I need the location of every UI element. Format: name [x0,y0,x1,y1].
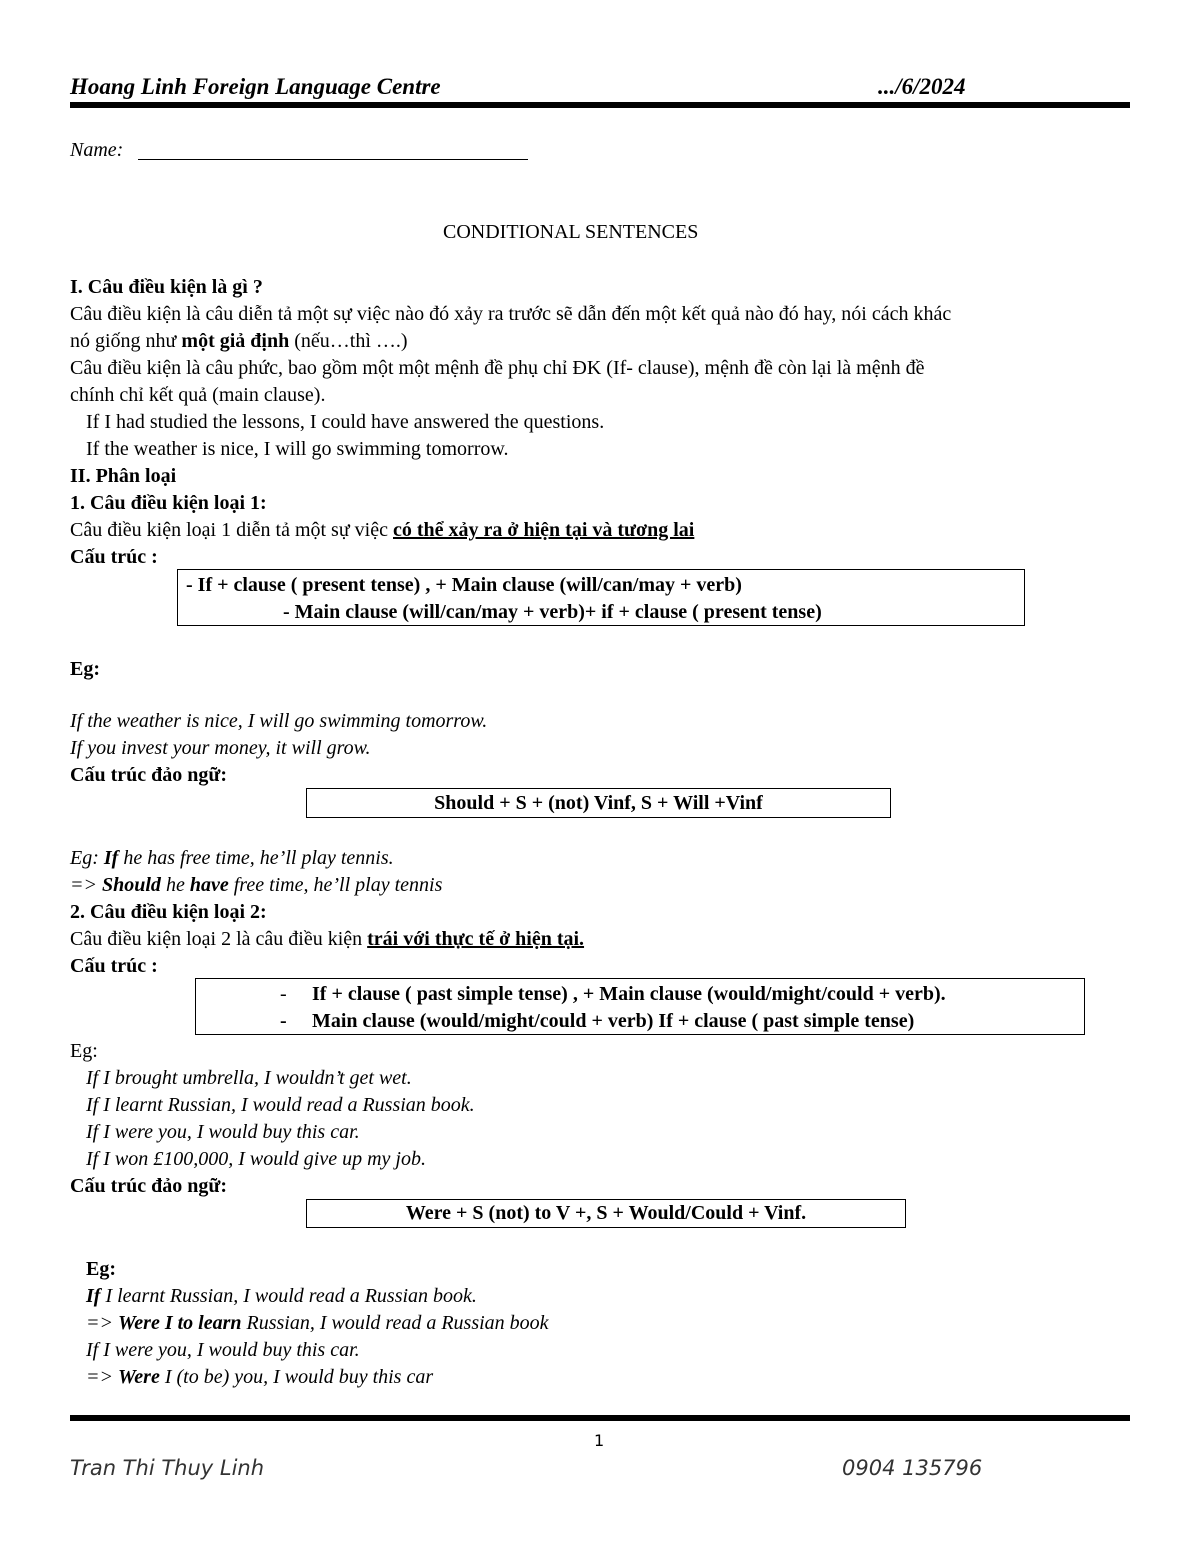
type2-description: Câu điều kiện loại 2 là câu điều kiện trái với thực tế ở hiện tại. [70,928,585,950]
type2-structure-line-1: If + clause ( past simple tense) , + Main clause (would/might/could + verb). [312,983,946,1005]
s1-paragraph-2b: chính chỉ kết quả (main clause). [70,384,326,406]
type2-dash-1: - [280,983,287,1005]
type2-structure-label: Cấu trúc : [70,955,158,977]
type2-heading: 2. Câu điều kiện loại 2: [70,901,267,923]
section-2-heading: II. Phân loại [70,465,177,487]
section-1-heading: I. Câu điều kiện là gì ? [70,276,263,298]
type1-eg-label: Eg: [70,658,100,680]
header-date: .../6/2024 [878,74,966,99]
type1-description: Câu điều kiện loại 1 diễn tả một sự việc có thể xảy ra ở hiện tại và tương lai [70,519,695,541]
type1-structure-line-2: - Main clause (will/can/may + verb)+ if + clause ( present tense) [283,601,822,623]
type1-inversion-label: Cấu trúc đảo ngữ: [70,764,228,786]
type1-example-1: If the weather is nice, I will go swimming tomorrow. [70,710,488,732]
s1-paragraph-2a: Câu điều kiện là câu phức, bao gồm một một mệnh đề phụ chỉ ĐK (If- clause), mệnh đề còn lại là mệnh đề [70,357,925,379]
type2-example-1: If I brought umbrella, I wouldn’t get wet. [86,1067,412,1089]
type2-structure-box [195,978,1085,1035]
type1-example-2: If you invest your money, it will grow. [70,737,371,759]
type1-inversion-box [306,788,891,818]
type2-inversion-formula: Were + S (not) to V +, S + Would/Could + Vinf. [405,1202,807,1224]
s1-paragraph-1a: Câu điều kiện là câu diễn tả một sự việc nào đó xảy ra trước sẽ dẫn đến một kết quả nào đó hay, nói cách khác [70,303,952,325]
type2-inversion-result-1: => Were I to learn Russian, I would read a Russian book [86,1312,549,1334]
type1-inversion-example: Eg: If he has free time, he’ll play tennis. [70,847,394,869]
type2-inversion-label: Cấu trúc đảo ngữ: [70,1175,228,1197]
type1-inversion-formula: Should + S + (not) Vinf, S + Will +Vinf [434,792,763,814]
type2-structure-line-2: Main clause (would/might/could + verb) If + clause ( past simple tense) [312,1010,915,1032]
page-title: CONDITIONAL SENTENCES [443,221,699,243]
type2-inversion-eg-label: Eg: [86,1258,116,1280]
type2-example-4: If I won £100,000, I would give up my job. [86,1148,426,1170]
s1-example-1: If I had studied the lessons, I could have answered the questions. [86,411,605,433]
type2-dash-2: - [280,1010,287,1032]
type1-inversion-result: => Should he have free time, he’ll play tennis [70,874,443,896]
s1-example-2: If the weather is nice, I will go swimming tomorrow. [86,438,509,460]
type2-inversion-example-2: If I were you, I would buy this car. [86,1339,360,1361]
type2-inversion-box [306,1199,906,1228]
type2-example-3: If I were you, I would buy this car. [86,1121,360,1143]
type1-structure-line-1: - If + clause ( present tense) , + Main clause (will/can/may + verb) [186,574,742,596]
name-line [138,159,528,160]
type2-example-2: If I learnt Russian, I would read a Russian book. [86,1094,475,1116]
header-rule [70,102,1130,108]
s1-paragraph-1b: nó giống như một giả định (nếu…thì ….) [70,330,408,352]
type1-structure-label: Cấu trúc : [70,546,158,568]
type1-structure-box [177,569,1025,626]
footer-rule [70,1415,1130,1421]
type2-eg-label: Eg: [70,1040,98,1062]
footer-phone: 0904 135796 [842,1456,983,1480]
name-label: Name: [70,139,124,161]
centre-name: Hoang Linh Foreign Language Centre [70,74,441,99]
type2-inversion-example-1: If I learnt Russian, I would read a Russian book. [86,1285,477,1307]
page-number: 1 [594,1431,605,1450]
type2-inversion-result-2: => Were I (to be) you, I would buy this car [86,1366,434,1388]
footer-author: Tran Thi Thuy Linh [70,1456,265,1480]
type1-heading: 1. Câu điều kiện loại 1: [70,492,267,514]
